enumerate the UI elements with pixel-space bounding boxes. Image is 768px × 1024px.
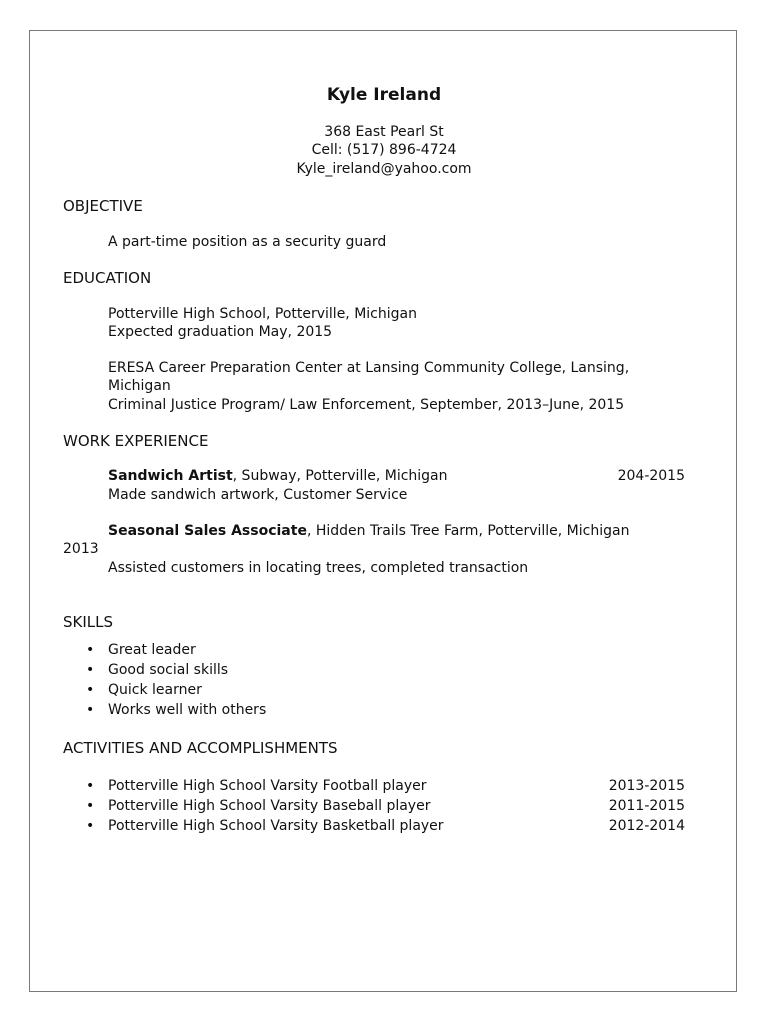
skill-bullet: • — [86, 662, 95, 678]
education-school1-line2: Expected graduation May, 2015 — [108, 324, 333, 340]
activity-bullet: • — [86, 798, 95, 814]
objective-heading: OBJECTIVE — [63, 197, 143, 215]
skill-item: Good social skills — [108, 662, 229, 678]
job1-employer: , Subway, Potterville, Michigan — [232, 468, 448, 484]
skill-item: Works well with others — [108, 702, 267, 718]
activity-bullet: • — [86, 818, 95, 834]
job2-date: 2013 — [63, 541, 99, 557]
activity-bullet: • — [86, 778, 95, 794]
work-experience-heading: WORK EXPERIENCE — [63, 432, 209, 450]
skills-heading: SKILLS — [63, 613, 114, 631]
education-school2-line2: Michigan — [108, 378, 171, 394]
education-heading: EDUCATION — [63, 269, 152, 287]
activities-heading: ACTIVITIES AND ACCOMPLISHMENTS — [63, 739, 338, 757]
job2-title: Seasonal Sales Associate — [108, 523, 307, 539]
objective-text: A part-time position as a security guard — [108, 234, 387, 250]
job2-description: Assisted customers in locating trees, completed transaction — [108, 560, 529, 576]
skill-item: Great leader — [108, 642, 196, 658]
cell-phone: Cell: (517) 896-4724 — [311, 142, 457, 158]
activity-years: 2011-2015 — [608, 798, 685, 814]
activity-item: Potterville High School Varsity Football player — [108, 778, 427, 794]
skill-bullet: • — [86, 642, 95, 658]
skill-item: Quick learner — [108, 682, 202, 698]
skill-bullet: • — [86, 682, 95, 698]
job1-line — [108, 468, 448, 484]
activity-item: Potterville High School Varsity Basketball player — [108, 818, 444, 834]
education-school1-line1: Potterville High School, Potterville, Michigan — [108, 306, 417, 322]
activity-item: Potterville High School Varsity Baseball player — [108, 798, 431, 814]
activity-years: 2012-2014 — [608, 818, 685, 834]
applicant-name: Kyle Ireland — [326, 85, 442, 105]
job1-date: 204-2015 — [617, 468, 685, 484]
job1-description: Made sandwich artwork, Customer Service — [108, 487, 408, 503]
email: Kyle_ireland@yahoo.com — [296, 161, 472, 177]
activity-years: 2013-2015 — [608, 778, 685, 794]
job2-line — [108, 523, 629, 539]
education-school2-line1: ERESA Career Preparation Center at Lansing Community College, Lansing, — [108, 360, 630, 376]
education-school2-line3: Criminal Justice Program/ Law Enforcement, September, 2013–June, 2015 — [108, 397, 625, 413]
skill-bullet: • — [86, 702, 95, 718]
job1-title: Sandwich Artist — [108, 468, 233, 484]
job2-employer: , Hidden Trails Tree Farm, Potterville, Michigan — [306, 523, 630, 539]
address: 368 East Pearl St — [324, 124, 444, 140]
